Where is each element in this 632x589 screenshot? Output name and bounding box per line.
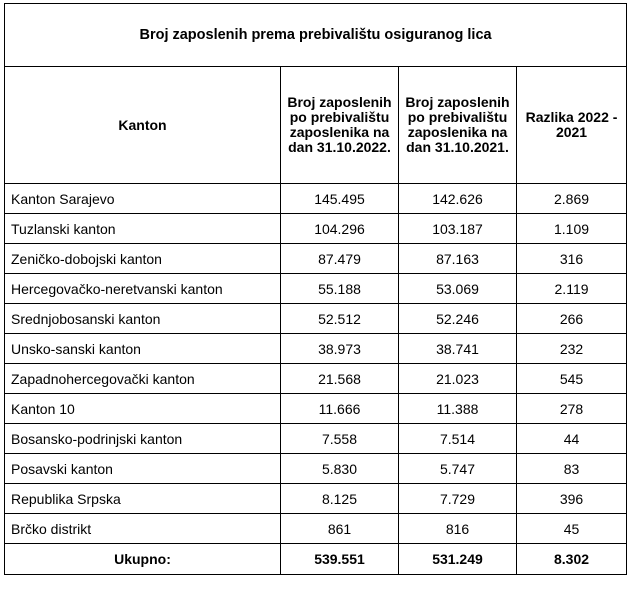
value-2021: 7.514	[399, 424, 517, 454]
value-difference: 2.119	[517, 274, 627, 304]
value-2022: 145.495	[281, 184, 399, 214]
header-2021: Broj zaposlenih po prebivalištu zaposlenika na dan 31.10.2021.	[399, 67, 517, 184]
total-2021: 531.249	[399, 544, 517, 575]
value-difference: 278	[517, 394, 627, 424]
table-row	[5, 484, 627, 514]
value-difference: 44	[517, 424, 627, 454]
value-2022: 55.188	[281, 274, 399, 304]
table-row	[5, 364, 627, 394]
kanton-name: Zapadnohercegovački kanton	[5, 364, 281, 394]
table-row	[5, 214, 627, 244]
value-2021: 11.388	[399, 394, 517, 424]
value-2021: 21.023	[399, 364, 517, 394]
value-2022: 38.973	[281, 334, 399, 364]
total-label: Ukupno:	[5, 544, 281, 575]
kanton-name: Hercegovačko-neretvanski kanton	[5, 274, 281, 304]
table-row	[5, 454, 627, 484]
total-2022: 539.551	[281, 544, 399, 575]
value-2022: 5.830	[281, 454, 399, 484]
value-2021: 816	[399, 514, 517, 544]
kanton-name: Kanton 10	[5, 394, 281, 424]
kanton-name: Srednjobosanski kanton	[5, 304, 281, 334]
value-difference: 232	[517, 334, 627, 364]
table-row	[5, 514, 627, 544]
value-2021: 142.626	[399, 184, 517, 214]
table-row	[5, 304, 627, 334]
value-2021: 7.729	[399, 484, 517, 514]
value-2021: 5.747	[399, 454, 517, 484]
value-2021: 53.069	[399, 274, 517, 304]
kanton-name: Zeničko-dobojski kanton	[5, 244, 281, 274]
value-2022: 7.558	[281, 424, 399, 454]
value-2022: 21.568	[281, 364, 399, 394]
table-row	[5, 334, 627, 364]
value-2022: 87.479	[281, 244, 399, 274]
kanton-name: Kanton Sarajevo	[5, 184, 281, 214]
value-difference: 545	[517, 364, 627, 394]
value-difference: 83	[517, 454, 627, 484]
table-row	[5, 184, 627, 214]
kanton-name: Bosansko-podrinjski kanton	[5, 424, 281, 454]
table-row	[5, 424, 627, 454]
value-difference: 396	[517, 484, 627, 514]
table-row	[5, 394, 627, 424]
value-2022: 11.666	[281, 394, 399, 424]
value-2021: 38.741	[399, 334, 517, 364]
header-difference: Razlika 2022 - 2021	[517, 67, 627, 184]
kanton-name: Tuzlanski kanton	[5, 214, 281, 244]
value-2022: 104.296	[281, 214, 399, 244]
total-difference: 8.302	[517, 544, 627, 575]
value-difference: 1.109	[517, 214, 627, 244]
total-row	[5, 544, 627, 575]
value-2021: 103.187	[399, 214, 517, 244]
value-2022: 52.512	[281, 304, 399, 334]
value-2022: 8.125	[281, 484, 399, 514]
value-difference: 45	[517, 514, 627, 544]
value-2021: 52.246	[399, 304, 517, 334]
table-row	[5, 274, 627, 304]
value-difference: 316	[517, 244, 627, 274]
value-difference: 266	[517, 304, 627, 334]
header-kanton: Kanton	[5, 67, 281, 184]
table-row	[5, 244, 627, 274]
kanton-name: Unsko-sanski kanton	[5, 334, 281, 364]
kanton-name: Republika Srpska	[5, 484, 281, 514]
kanton-name: Brčko distrikt	[5, 514, 281, 544]
kanton-name: Posavski kanton	[5, 454, 281, 484]
value-2022: 861	[281, 514, 399, 544]
value-2021: 87.163	[399, 244, 517, 274]
table-title: Broj zaposlenih prema prebivalištu osiguranog lica	[5, 4, 627, 67]
header-2022: Broj zaposlenih po prebivalištu zaposlenika na dan 31.10.2022.	[281, 67, 399, 184]
value-difference: 2.869	[517, 184, 627, 214]
employment-table	[4, 3, 627, 575]
